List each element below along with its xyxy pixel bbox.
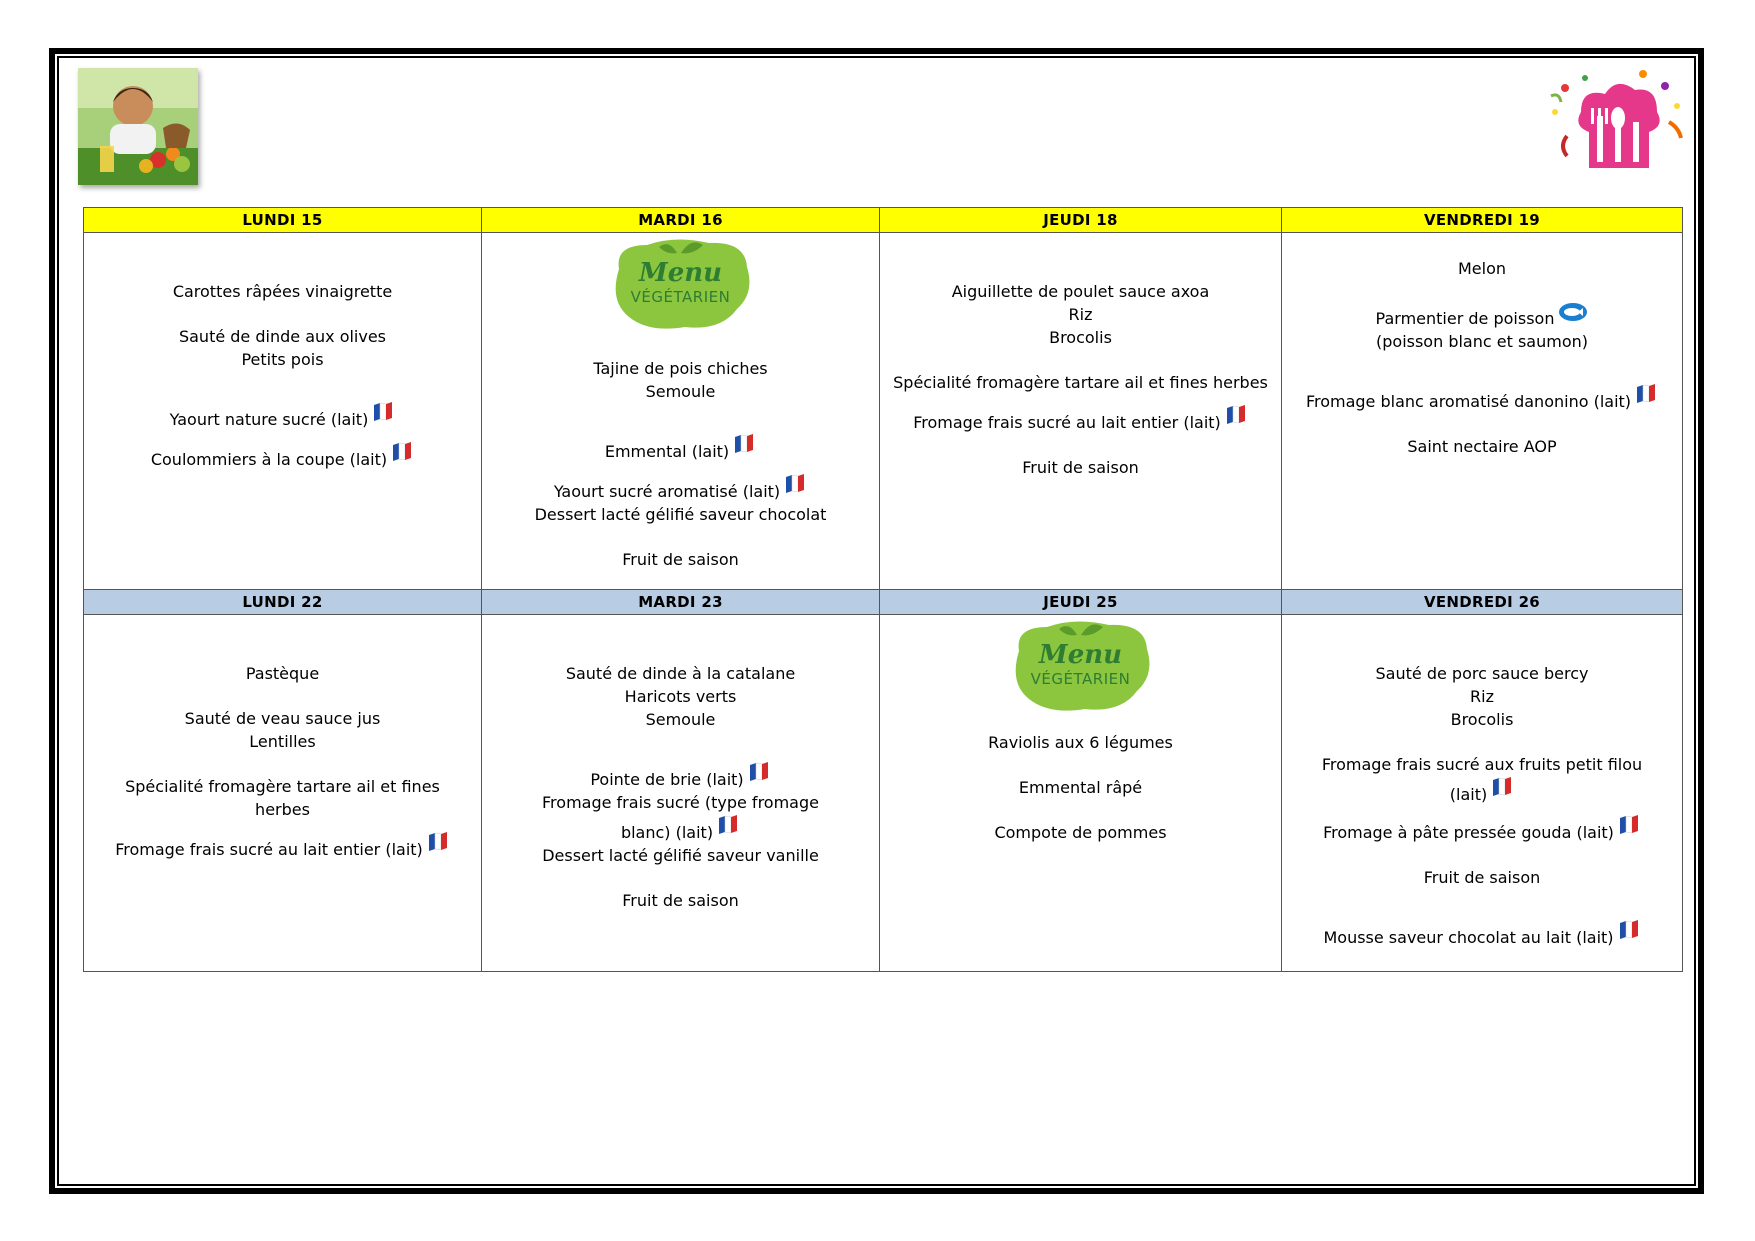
french-flag-icon [716,814,740,836]
day-header-monday-22: LUNDI 22 [84,590,482,615]
day-header-tuesday-16: MARDI 16 [482,208,880,233]
child-eating-fruit-photo [78,68,198,185]
french-flag-icon [783,473,807,495]
menu-cell-monday-22 [84,615,482,972]
dish-dairy-label: Fromage frais sucré au lait entier (lait) [913,413,1221,432]
dish-starter: Carottes râpées vinaigrette [172,282,393,301]
dish-dairy [482,791,879,844]
dish-dairy [1282,383,1682,413]
menu-cell-thursday-25 [880,615,1282,972]
french-flag-icon [732,433,756,455]
dish-cheese-label: Coulommiers à la coupe (lait) [150,450,388,469]
dish-main: Aiguillette de poulet sauce axoa [951,282,1210,301]
week2-header-row [84,590,1683,615]
french-flag-icon [1617,919,1641,941]
french-flag-icon [390,441,414,463]
day-header-monday-15: LUNDI 15 [84,208,482,233]
dish-main: Sauté de dinde aux olives [178,327,387,346]
dish-side: Petits pois [241,350,324,369]
dish-side: Lentilles [249,732,316,751]
restaurant-logo [1545,66,1689,178]
dish-main: Sauté de veau sauce jus [184,709,381,728]
weekly-menu-table [83,207,1683,972]
dish-main: Tajine de pois chiches [593,359,768,378]
week1-menu-row [84,233,1683,590]
dish-dessert-label: Mousse saveur chocolat au lait (lait) [1323,928,1614,947]
dish-main: Raviolis aux 6 légumes [988,733,1173,752]
dish-dairy [1282,753,1682,806]
vegetarian-badge-title: Menu [638,258,723,288]
dish-dessert: Dessert lacté gélifié saveur vanille [542,846,819,865]
dish-fruit: Fruit de saison [1423,868,1541,887]
day-header-thursday-18: JEUDI 18 [880,208,1282,233]
french-flag-icon [371,401,395,423]
dish-dairy-label: Yaourt nature sucré (lait) [169,410,369,429]
dish-dessert [1282,919,1682,949]
week2-menu-row [84,615,1683,972]
dish-dairy [482,473,879,503]
dish-fruit: Fruit de saison [622,550,739,569]
dish-side: Riz [1470,687,1494,706]
dish-fruit: Fruit de saison [1022,458,1139,477]
dish-side: Brocolis [1450,710,1514,729]
dish-dairy-label: Fromage frais sucré au lait entier (lait) [115,840,423,859]
menu-cell-monday-15 [84,233,482,590]
french-flag-icon [1224,404,1248,426]
dish-cheese: Spécialité fromagère tartare ail et fines herbes [125,777,440,819]
vegetarian-badge-title: Menu [1038,640,1123,670]
dish-dessert: Dessert lacté gélifié saveur chocolat [534,505,827,524]
week1-header-row [84,208,1683,233]
dish-side: Haricots verts [624,687,737,706]
dish-cheese: Saint nectaire AOP [1407,437,1557,456]
dish-cheese: Emmental râpé [1018,778,1143,797]
dish-cheese: Spécialité fromagère tartare ail et fines herbes [893,373,1268,392]
dish-side: Brocolis [1049,328,1112,347]
day-header-thursday-25: JEUDI 25 [880,590,1282,615]
dish-main: Sauté de porc sauce bercy [1375,664,1589,683]
dish-cheese-label: Emmental (lait) [604,442,730,461]
dish-starter: Pastèque [245,664,320,683]
dish-dairy-label: Fromage frais sucré aux fruits petit filou (lait) [1321,755,1643,804]
dish-side: Riz [1068,305,1093,324]
dish-dairy [84,401,481,431]
dish-main-detail: (poisson blanc et saumon) [1376,332,1588,351]
dish-cheese [1282,814,1682,844]
dish-starter: Melon [1457,259,1507,278]
menu-cell-friday-26 [1282,615,1683,972]
vegetarian-badge-subtitle: VÉGÉTARIEN [630,288,731,306]
menu-cell-friday-19 [1282,233,1683,590]
day-header-friday-26: VENDREDI 26 [1282,590,1683,615]
dish-side: Semoule [645,710,716,729]
menu-cell-thursday-18 [880,233,1282,590]
french-flag-icon [426,831,450,853]
dish-dairy-label: Yaourt sucré aromatisé (lait) [553,482,781,501]
dish-cheese-label: Fromage à pâte pressée gouda (lait) [1323,823,1614,842]
dish-cheese-label: Pointe de brie (lait) [590,770,744,789]
french-flag-icon [747,761,771,783]
dish-cheese [482,761,879,791]
vegetarian-menu-badge [1005,615,1157,719]
dish-cheese [84,441,481,471]
dish-main: Sauté de dinde à la catalane [565,664,796,683]
dish-main [1282,302,1682,330]
dish-dessert: Compote de pommes [994,823,1167,842]
dish-dairy [84,831,481,861]
dish-fruit: Fruit de saison [622,891,739,910]
fish-label-icon [1558,302,1588,322]
vegetarian-menu-badge [605,233,757,337]
day-header-friday-19: VENDREDI 19 [1282,208,1683,233]
french-flag-icon [1617,814,1641,836]
menu-cell-tuesday-16 [482,233,880,590]
menu-cell-tuesday-23 [482,615,880,972]
dish-side: Semoule [645,382,716,401]
day-header-tuesday-23: MARDI 23 [482,590,880,615]
dish-dairy [880,404,1281,434]
french-flag-icon [1634,383,1658,405]
dish-dairy-label: Fromage frais sucré (type fromage blanc) (lait) [542,793,819,842]
dish-cheese [482,433,879,463]
dish-dairy-label: Fromage blanc aromatisé danonino (lait) [1305,392,1632,411]
vegetarian-badge-subtitle: VÉGÉTARIEN [1030,670,1131,688]
french-flag-icon [1490,776,1514,798]
dish-main-label: Parmentier de poisson [1375,309,1555,328]
